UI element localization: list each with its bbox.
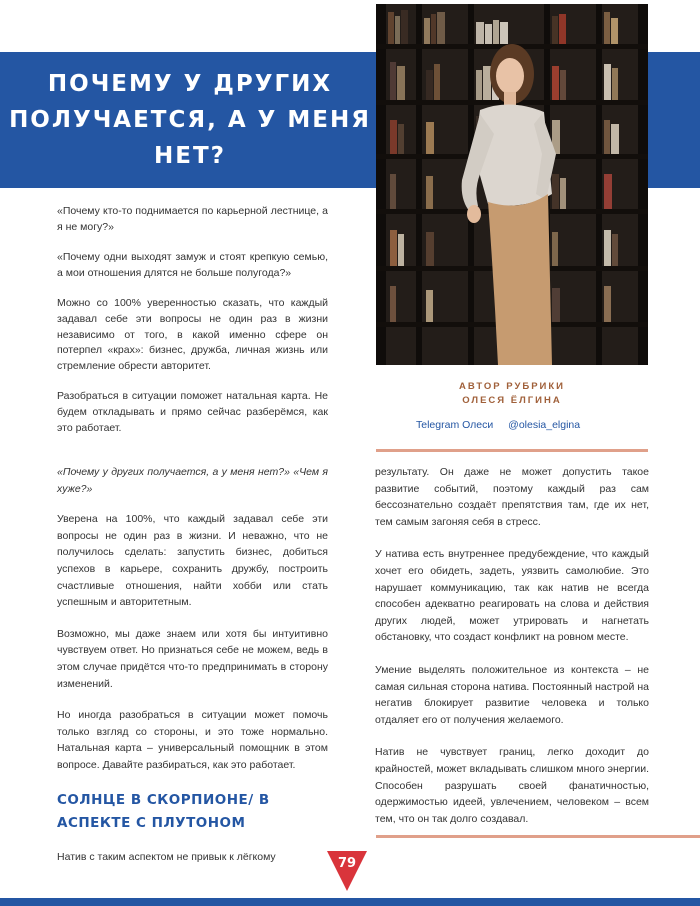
intro-paragraph: Можно со 100% уверенностью сказать, что каждый задавал себе эти вопросы не один раз в жизни независимо от того, в какой именно сфере он потерпел «крах»: бизнес, дружба, личная жизнь или стремление обрести авторитет. bbox=[57, 297, 328, 372]
body-paragraph: Натив не чувствует границ, легко доходит до крайностей, может вкладывать слишком много энергии. Способен разрушать своей фанатичностью, одержимостью идеей, увлечением, человеком – всем тем, что он так долго создавал. bbox=[375, 746, 649, 825]
intro-paragraph: «Почему кто-то поднимается по карьерной лестнице, а я не могу?» bbox=[57, 205, 328, 233]
telegram-row bbox=[416, 419, 580, 431]
article-title: ПОЧЕМУ У ДРУГИХ ПОЛУЧАЕТСЯ, А У МЕНЯ НЕТ? bbox=[9, 71, 371, 169]
author-photo bbox=[376, 4, 648, 365]
body-paragraph: Уверена на 100%, что каждый задавал себе эти вопросы не один раз в жизни. И неважно, что не получилось сделать: запустить бизнес, добиться успехов в карьере, сохранить дружбу, построить счастливые отношения, найти хобби или стать успешным и авторитетным. bbox=[57, 513, 328, 609]
divider-bottom bbox=[376, 835, 700, 838]
right-column bbox=[375, 464, 649, 843]
body-paragraph: У натива есть внутреннее предубеждение, что каждый хочет его обидеть, задеть, уязвить самолюбие. Это нарушает коммуникацию, так как натив не всегда способен адекватно реагировать на слова и действия других людей, может утрировать и нагнетать обстановку, что создаст конфликт на ровном месте. bbox=[375, 548, 649, 644]
body-paragraph: Натив с таким аспектом не привык к лёгкому bbox=[57, 850, 276, 863]
title-box bbox=[0, 52, 380, 188]
section-subheading: СОЛНЦЕ В СКОРПИОНЕ/ В АСПЕКТЕ С ПЛУТОНОМ bbox=[57, 791, 270, 831]
body-paragraph: Но иногда разобраться в ситуации может помочь только взгляд со стороны, и это тоже нормально. Натальная карта – универсальный помощник в этом вопросе. Давайте разбираться, как это работает. bbox=[57, 709, 328, 771]
telegram-label[interactable]: Telegram Олеси bbox=[416, 419, 494, 431]
body-paragraph: Умение выделять положительное из контекста – не самая сильная сторона натива. Постоянный настрой на негатив блокирует развитие человека и только отдаляет его от получения желаемого. bbox=[375, 663, 649, 726]
left-column bbox=[57, 464, 328, 880]
body-paragraph: Возможно, мы даже знаем или хотя бы интуитивно чувствуем ответ. Но признаться себе не можем, ведь в этом случае придётся что-то предпринимать в сторону изменений. bbox=[57, 627, 328, 690]
bookshelf-portrait-image bbox=[376, 4, 648, 365]
author-role: АВТОР РУБРИКИ bbox=[458, 381, 566, 392]
divider-top bbox=[376, 449, 648, 452]
author-name: ОЛЕСЯ ЁЛГИНА bbox=[462, 395, 562, 406]
page-number: 79 bbox=[337, 856, 357, 871]
quote-text: «Почему у других получается, а у меня нет?» «Чем я хуже?» bbox=[57, 466, 328, 495]
intro-paragraph: Разобраться в ситуации поможет натальная карта. Не будем откладывать и прямо сейчас разберёмся, как это работает. bbox=[57, 390, 328, 434]
intro-paragraph: «Почему одни выходят замуж и стоят крепкую семью, а мои отношения длятся не больше полугода?» bbox=[57, 251, 328, 279]
footer-band bbox=[0, 898, 700, 906]
body-paragraph: результату. Он даже не может допустить такое развитие событий, поэтому каждый раз сам бессознательно создаёт препятствия там, где их нет, тем самым загоняя себя в стресс. bbox=[375, 466, 649, 528]
intro-text bbox=[57, 204, 328, 451]
telegram-handle-link[interactable]: @olesia_elgina bbox=[508, 419, 581, 431]
